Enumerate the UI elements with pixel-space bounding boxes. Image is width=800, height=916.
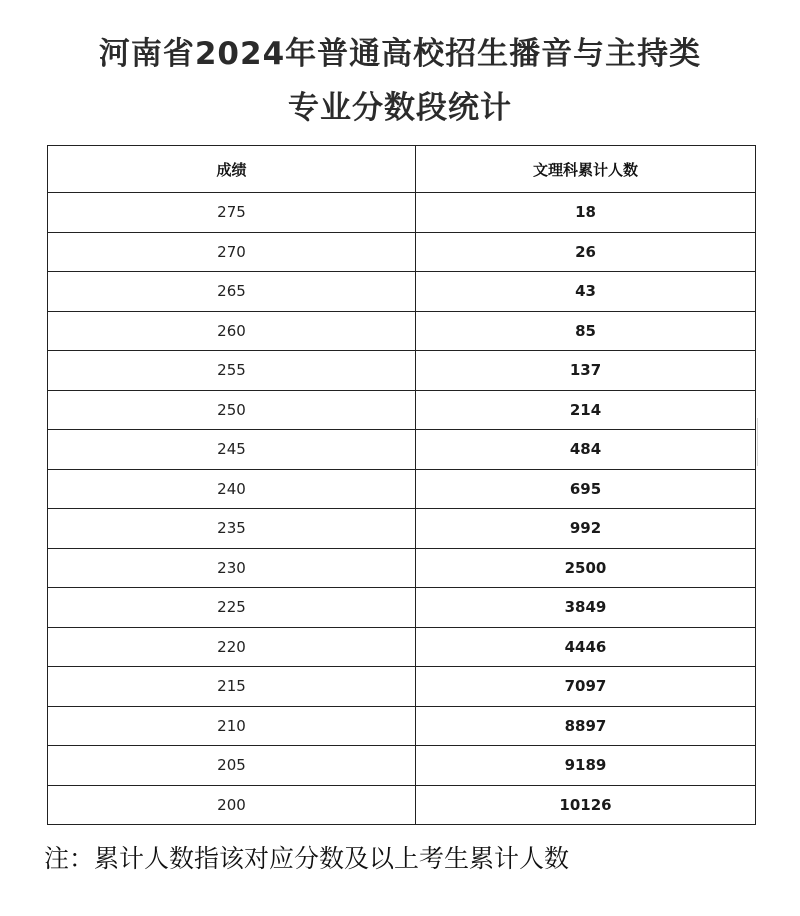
table-row [48,509,756,549]
score-cell: 205 [48,746,416,786]
table-row [48,746,756,786]
table-row [48,193,756,233]
score-cell: 255 [48,351,416,391]
score-distribution-table [47,145,756,825]
count-cell: 8897 [416,706,756,746]
count-cell: 992 [416,509,756,549]
score-cell: 210 [48,706,416,746]
page-subtitle: 专业分数段统计 [288,90,512,126]
score-cell: 260 [48,311,416,351]
count-cell: 214 [416,390,756,430]
score-cell: 230 [48,548,416,588]
score-cell: 240 [48,469,416,509]
score-cell: 225 [48,588,416,628]
count-cell: 2500 [416,548,756,588]
score-cell: 275 [48,193,416,233]
table-row [48,311,756,351]
count-cell: 43 [416,272,756,312]
score-cell: 245 [48,430,416,470]
table-row [48,351,756,391]
footnote: 注：累计人数指该对应分数及以上考生累计人数 [44,844,570,873]
score-cell: 215 [48,667,416,707]
table-header-row [48,146,756,193]
table-row [48,548,756,588]
table-row [48,785,756,825]
table-row [48,232,756,272]
score-cell: 200 [48,785,416,825]
table-row [48,667,756,707]
table-row [48,706,756,746]
score-cell: 270 [48,232,416,272]
table-row [48,588,756,628]
table-row [48,627,756,667]
count-cell: 18 [416,193,756,233]
header-cumulative-count: 文理科累计人数 [416,146,756,193]
count-cell: 26 [416,232,756,272]
score-cell: 220 [48,627,416,667]
score-cell: 265 [48,272,416,312]
count-cell: 85 [416,311,756,351]
count-cell: 9189 [416,746,756,786]
count-cell: 484 [416,430,756,470]
table-row [48,430,756,470]
score-cell: 250 [48,390,416,430]
count-cell: 7097 [416,667,756,707]
table-row [48,469,756,509]
score-cell: 235 [48,509,416,549]
edge-divider [757,418,758,466]
count-cell: 695 [416,469,756,509]
page-title: 河南省2024年普通高校招生播音与主持类 [98,36,702,72]
table-row [48,390,756,430]
table-row [48,272,756,312]
count-cell: 3849 [416,588,756,628]
count-cell: 137 [416,351,756,391]
count-cell: 4446 [416,627,756,667]
count-cell: 10126 [416,785,756,825]
header-score: 成绩 [48,146,416,193]
